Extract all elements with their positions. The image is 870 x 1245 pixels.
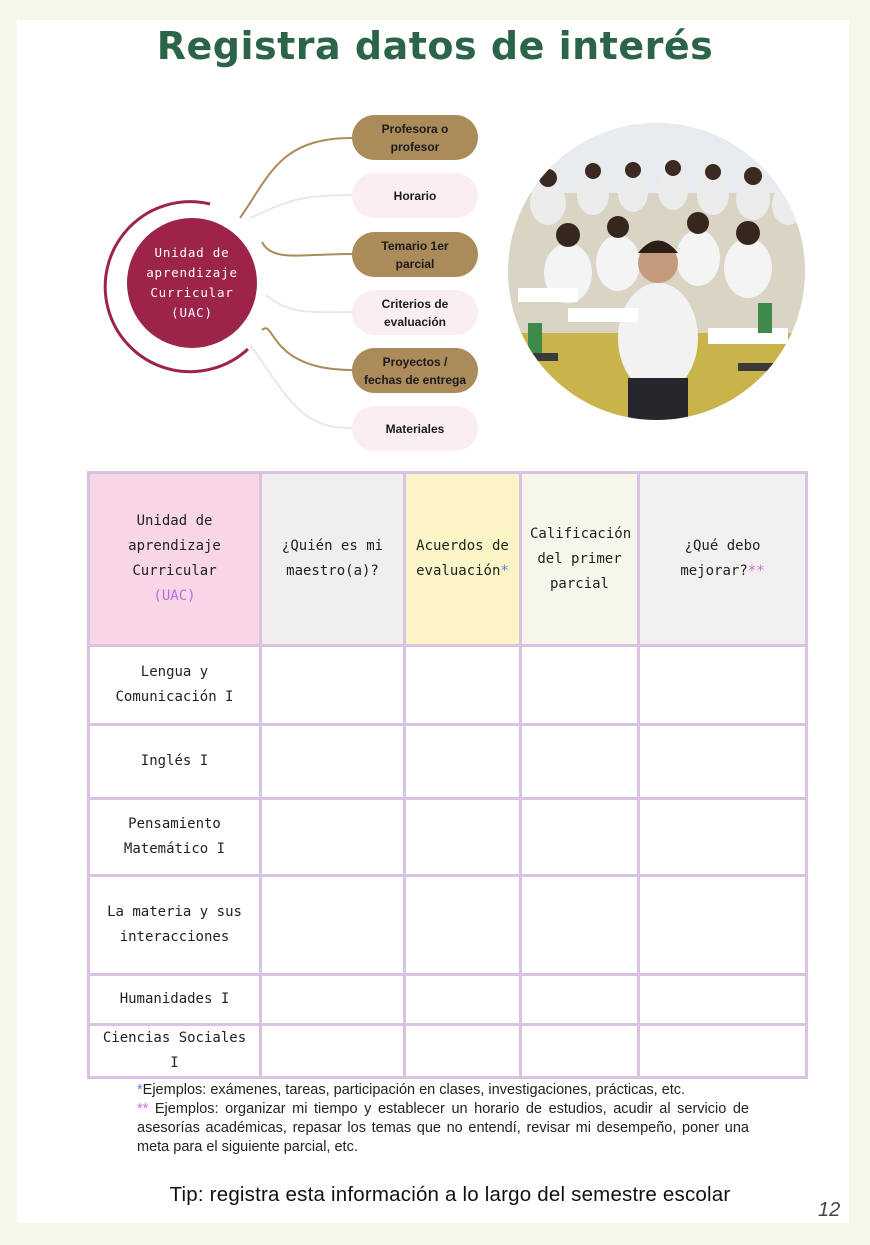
- improve-cell[interactable]: [639, 799, 807, 876]
- footnotes: [137, 1081, 749, 1157]
- pill-projects: [352, 348, 478, 393]
- pill-syllabus: [352, 232, 478, 277]
- connector-2: [250, 195, 352, 218]
- header-uac-line: Unidad de: [136, 513, 213, 529]
- agreements-cell[interactable]: [405, 646, 521, 725]
- subject-cell: Humanidades I: [89, 975, 261, 1025]
- subject-cell: Ciencias Sociales I: [89, 1025, 261, 1078]
- teacher-cell[interactable]: [261, 876, 405, 975]
- footnote-1-text: Ejemplos: exámenes, tareas, participación en clases, investigaciones, prácticas, etc.: [142, 1082, 686, 1098]
- uac-diagram: [0, 0, 870, 470]
- pill-label: Proyectos / fechas de entrega: [363, 354, 467, 387]
- improve-cell[interactable]: [639, 646, 807, 725]
- table-row: [89, 799, 807, 876]
- agreements-cell[interactable]: [405, 876, 521, 975]
- agreements-cell[interactable]: [405, 799, 521, 876]
- pill-label: Temario 1er parcial: [381, 238, 449, 271]
- subject-cell: Lengua y Comunicación I: [89, 646, 261, 725]
- grade-cell[interactable]: [521, 725, 639, 799]
- grade-cell[interactable]: [521, 975, 639, 1025]
- page-number: 12: [818, 1199, 841, 1221]
- connector-5: [262, 328, 352, 370]
- footnote-2-text: Ejemplos: organizar mi tiempo y establecer un horario de estudios, acudir al servicio de asesorías académicas, repasar los temas que no entendí, revisar mi desempeño, poner una meta para el siguiente parcial, etc.: [137, 1101, 749, 1155]
- footnote-2: [137, 1100, 749, 1157]
- connector-4: [266, 295, 352, 312]
- pill-label: Criterios de evaluación: [381, 296, 449, 329]
- table-row: [89, 646, 807, 725]
- table-row: [89, 725, 807, 799]
- pill-teacher: [352, 115, 478, 160]
- teacher-cell[interactable]: [261, 725, 405, 799]
- header-grade-label: Calificación del primer parcial: [530, 525, 632, 592]
- teacher-cell[interactable]: [261, 1025, 405, 1078]
- connector-1: [240, 138, 352, 218]
- page-title: Registra datos de interés: [156, 24, 714, 68]
- footnote-1: [137, 1081, 749, 1100]
- header-grade: [521, 473, 639, 646]
- table-row: [89, 1025, 807, 1078]
- uac-center-circle: [127, 218, 257, 348]
- grade-cell[interactable]: [521, 646, 639, 725]
- improve-cell[interactable]: [639, 1025, 807, 1078]
- pill-criteria: [352, 290, 478, 335]
- header-uac: [89, 473, 261, 646]
- pill-label: Profesora o profesor: [381, 121, 449, 154]
- agreements-cell[interactable]: [405, 725, 521, 799]
- tip-text: Tip: registra esta información a lo largo del semestre escolar: [169, 1183, 731, 1206]
- header-agreements: [405, 473, 521, 646]
- header-agreements-label: Acuerdos de evaluación: [416, 538, 509, 579]
- pill-schedule: [352, 173, 478, 218]
- pill-label: Materiales: [385, 421, 445, 436]
- pill-label: Horario: [393, 188, 437, 203]
- subject-cell: La materia y sus interacciones: [89, 876, 261, 975]
- header-improve: [639, 473, 807, 646]
- classroom-photo-illustration: [508, 123, 805, 420]
- teacher-cell[interactable]: [261, 975, 405, 1025]
- improve-cell[interactable]: [639, 975, 807, 1025]
- improve-cell[interactable]: [639, 876, 807, 975]
- grade-cell[interactable]: [521, 799, 639, 876]
- improve-cell[interactable]: [639, 725, 807, 799]
- teacher-cell[interactable]: [261, 799, 405, 876]
- classroom-photo: [508, 123, 805, 420]
- grade-cell[interactable]: [521, 1025, 639, 1078]
- subject-cell: Inglés I: [89, 725, 261, 799]
- agreements-cell[interactable]: [405, 1025, 521, 1078]
- header-teacher: [261, 473, 405, 646]
- pill-materials: [352, 406, 478, 451]
- header-uac-acronym: (UAC): [153, 588, 196, 604]
- footnote-marker-2: **: [747, 563, 765, 579]
- table-row: [89, 975, 807, 1025]
- grade-cell[interactable]: [521, 876, 639, 975]
- connector-3: [262, 242, 352, 256]
- footnote-marker-2: **: [137, 1101, 149, 1117]
- footnote-marker-1: *: [500, 563, 509, 579]
- footnote-marker-1: *: [137, 1082, 143, 1098]
- connector-6: [250, 345, 352, 428]
- uac-center-label: Unidad de aprendizaje Curricular (UAC): [146, 245, 238, 320]
- table-header-row: [89, 473, 807, 646]
- subject-cell: Pensamiento Matemático I: [89, 799, 261, 876]
- header-teacher-label: ¿Quién es mi maestro(a)?: [281, 538, 384, 579]
- agreements-cell[interactable]: [405, 975, 521, 1025]
- table-row: [89, 876, 807, 975]
- header-uac-line: Curricular: [132, 563, 217, 579]
- teacher-cell[interactable]: [261, 646, 405, 725]
- header-uac-line: aprendizaje: [128, 538, 221, 554]
- header-improve-label: ¿Qué debo mejorar?: [680, 538, 761, 579]
- uac-table: [87, 471, 808, 1079]
